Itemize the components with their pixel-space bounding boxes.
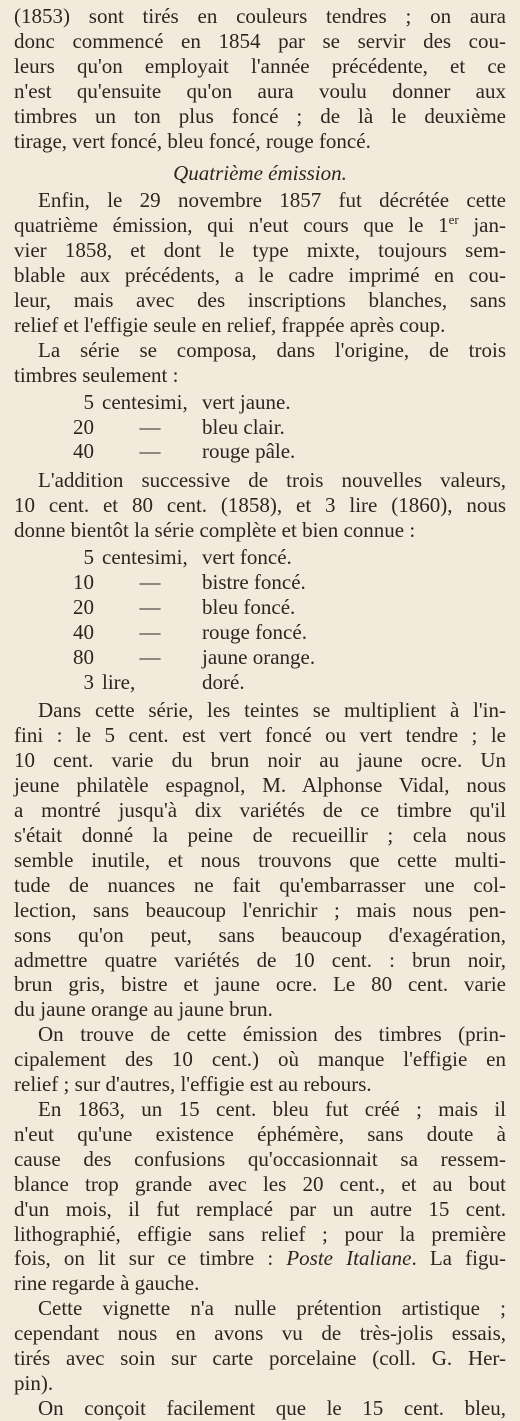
- paragraph-teintes: [14, 698, 506, 1022]
- list-item: [14, 390, 506, 415]
- text-line: En 1863, un 15 cent. bleu fut créé ; mais il: [38, 1096, 506, 1121]
- stamp-value: 20: [73, 594, 94, 619]
- text-line: pin).: [14, 1370, 54, 1395]
- text-line: (1853) sont tirés en couleurs tendres ; on aura: [14, 4, 506, 28]
- text-line: rine regarde à gauche.: [14, 1271, 200, 1296]
- stamp-list-complete: [14, 545, 506, 694]
- text-fragment: fois, on lit sur ce timbre :: [14, 1246, 287, 1271]
- stamp-color: vert foncé.: [202, 545, 292, 570]
- list-item: [14, 670, 506, 695]
- paragraph-vignette: [14, 1296, 506, 1396]
- text-line: n'est qu'ensuite qu'on aura voulu donner aux: [14, 78, 506, 103]
- text-line: cependant nous en avons vu de très-jolis essais,: [14, 1321, 506, 1346]
- stamp-unit: —: [139, 644, 161, 669]
- stamp-color: bleu clair.: [202, 414, 285, 439]
- stamp-unit: centesimi,: [102, 389, 188, 414]
- section-heading: Quatrième émission.: [173, 161, 347, 186]
- stamp-value: 40: [73, 439, 94, 464]
- list-item: [14, 595, 506, 620]
- text-line: timbres seulement :: [14, 362, 179, 387]
- text-line: blable aux précédents, a le cadre imprimé en cou-: [14, 263, 506, 288]
- stamp-value: 5: [83, 545, 94, 570]
- paragraph-quatrieme-emission: [14, 188, 506, 337]
- italic-title: Poste Italiane: [286, 1246, 412, 1271]
- text-line: d'un mois, il fut remplacé par un autre 15 cent.: [14, 1196, 506, 1221]
- stamp-unit: —: [139, 619, 161, 644]
- stamp-unit: —: [139, 569, 161, 594]
- text-line: a montré jusqu'à dix variétés de ce timbre qu'il: [14, 798, 506, 823]
- list-item: [14, 545, 506, 570]
- text-line: L'addition successive de trois nouvelles valeurs,: [38, 468, 506, 493]
- stamp-color: jaune orange.: [202, 644, 316, 669]
- stamp-value: 20: [73, 414, 94, 439]
- text-line: fini : le 5 cent. est vert foncé ou vert tendre ; le: [14, 723, 506, 748]
- list-item: [14, 645, 506, 670]
- text-line: tude de nuances ne fait qu'embarrasser une col-: [14, 872, 506, 897]
- text-line: brun gris, bistre et jaune ocre. Le 80 cent. varie: [14, 972, 506, 997]
- stamp-unit: lire,: [102, 669, 136, 694]
- text-line: donne bientôt la série complète et bien connue :: [14, 518, 416, 543]
- text-line: relief ; sur d'autres, l'effigie est au rebours.: [14, 1072, 372, 1097]
- text-line: lithographié, effigie sans relief ; pour la première: [14, 1221, 506, 1246]
- stamp-unit: —: [139, 594, 161, 619]
- text-line: lection, sans beaucoup l'enrichir ; mais nous pen-: [14, 897, 506, 922]
- text-line: Dans cette série, les teintes se multiplient à l'in-: [38, 698, 506, 723]
- stamp-value: 3: [83, 669, 94, 694]
- stamp-value: 80: [73, 644, 94, 669]
- superscript: er: [448, 212, 459, 228]
- text-line: blance trop grande avec les 20 cent., et au bout: [14, 1171, 506, 1196]
- paragraph-1863: [14, 1097, 506, 1296]
- text-line: tirage, vert foncé, bleu foncé, rouge foncé.: [14, 128, 371, 153]
- text-line: cipalement des 10 cent.) où manque l'effigie en: [14, 1047, 506, 1072]
- list-item: [14, 620, 506, 645]
- text-line: jeune philatèle espagnol, M. Alphonse Vidal, nous: [14, 773, 506, 798]
- stamp-color: bistre foncé.: [202, 569, 306, 594]
- text-fragment: . La figu-: [411, 1246, 506, 1271]
- text-line: relief et l'effigie seule en relief, frappée après coup.: [14, 312, 446, 337]
- text-line: leur, mais avec des inscriptions blanches, sans: [14, 287, 506, 312]
- text-line: du jaune orange au jaune brun.: [14, 997, 273, 1022]
- stamp-unit: —: [139, 414, 161, 439]
- list-item: [14, 439, 506, 464]
- stamp-color: vert jaune.: [202, 389, 291, 414]
- text-line: 10 cent. et 80 cent. (1858), et 3 lire (1860), nous: [14, 493, 506, 518]
- text-line: s'était donné la peine de recueillir ; cela nous: [14, 823, 506, 847]
- text-fragment: quatrième émission, qui n'eut cours que le 1: [14, 213, 449, 238]
- text-line: tirés avec soin sur carte porcelaine (coll. G. Her-: [14, 1346, 506, 1371]
- stamp-value: 10: [73, 569, 94, 594]
- paragraph-conclusion: [14, 1396, 506, 1421]
- text-line: leurs qu'on employait l'année précédente, et ce: [14, 53, 506, 78]
- paragraph-effigie: [14, 1022, 506, 1097]
- text-line: Cette vignette n'a nulle prétention artistique ;: [38, 1296, 506, 1321]
- text-line: [14, 213, 506, 238]
- paragraph-serie-origine: [14, 338, 506, 388]
- stamp-color: bleu foncé.: [202, 594, 296, 619]
- text-line: [14, 1246, 506, 1271]
- text-line: 10 cent. varie du brun noir au jaune ocre. Un: [14, 748, 506, 773]
- text-line: Enfin, le 29 novembre 1857 fut décrétée cette: [38, 188, 506, 213]
- stamp-value: 40: [73, 619, 94, 644]
- text-line: La série se composa, dans l'origine, de trois: [38, 337, 506, 362]
- text-line: semble inutile, et nous trouvons que cette multi-: [14, 847, 506, 872]
- paragraph-tirages: [14, 4, 506, 153]
- text-line: cause des confusions qu'occasionnait sa ressem-: [14, 1146, 506, 1171]
- list-item: [14, 415, 506, 440]
- text-line: timbres un ton plus foncé ; de là le deuxième: [14, 103, 506, 128]
- text-line: admettre quatre variétés de 10 cent. : brun noir,: [14, 947, 506, 972]
- text-fragment: jan-: [458, 213, 506, 238]
- text-line: On conçoit facilement que le 15 cent. bleu,: [38, 1395, 506, 1420]
- stamp-unit: centesimi,: [102, 545, 188, 570]
- stamp-color: rouge foncé.: [202, 619, 307, 644]
- stamp-value: 5: [83, 389, 94, 414]
- stamp-unit: —: [139, 439, 161, 464]
- paragraph-addition: [14, 468, 506, 543]
- text-line: donc commencé en 1854 par se servir des cou-: [14, 28, 506, 53]
- stamp-color: rouge pâle.: [202, 439, 296, 464]
- stamp-color: doré.: [202, 669, 245, 694]
- text-line: vier 1858, et dont le type mixte, toujours sem-: [14, 238, 506, 263]
- stamp-list-first: [14, 390, 506, 465]
- text-line: n'eut qu'une existence éphémère, sans doute à: [14, 1121, 506, 1146]
- list-item: [14, 570, 506, 595]
- text-line: sons qu'on peut, sans beaucoup d'exagération,: [14, 922, 506, 947]
- text-line: On trouve de cette émission des timbres (prin-: [38, 1022, 506, 1047]
